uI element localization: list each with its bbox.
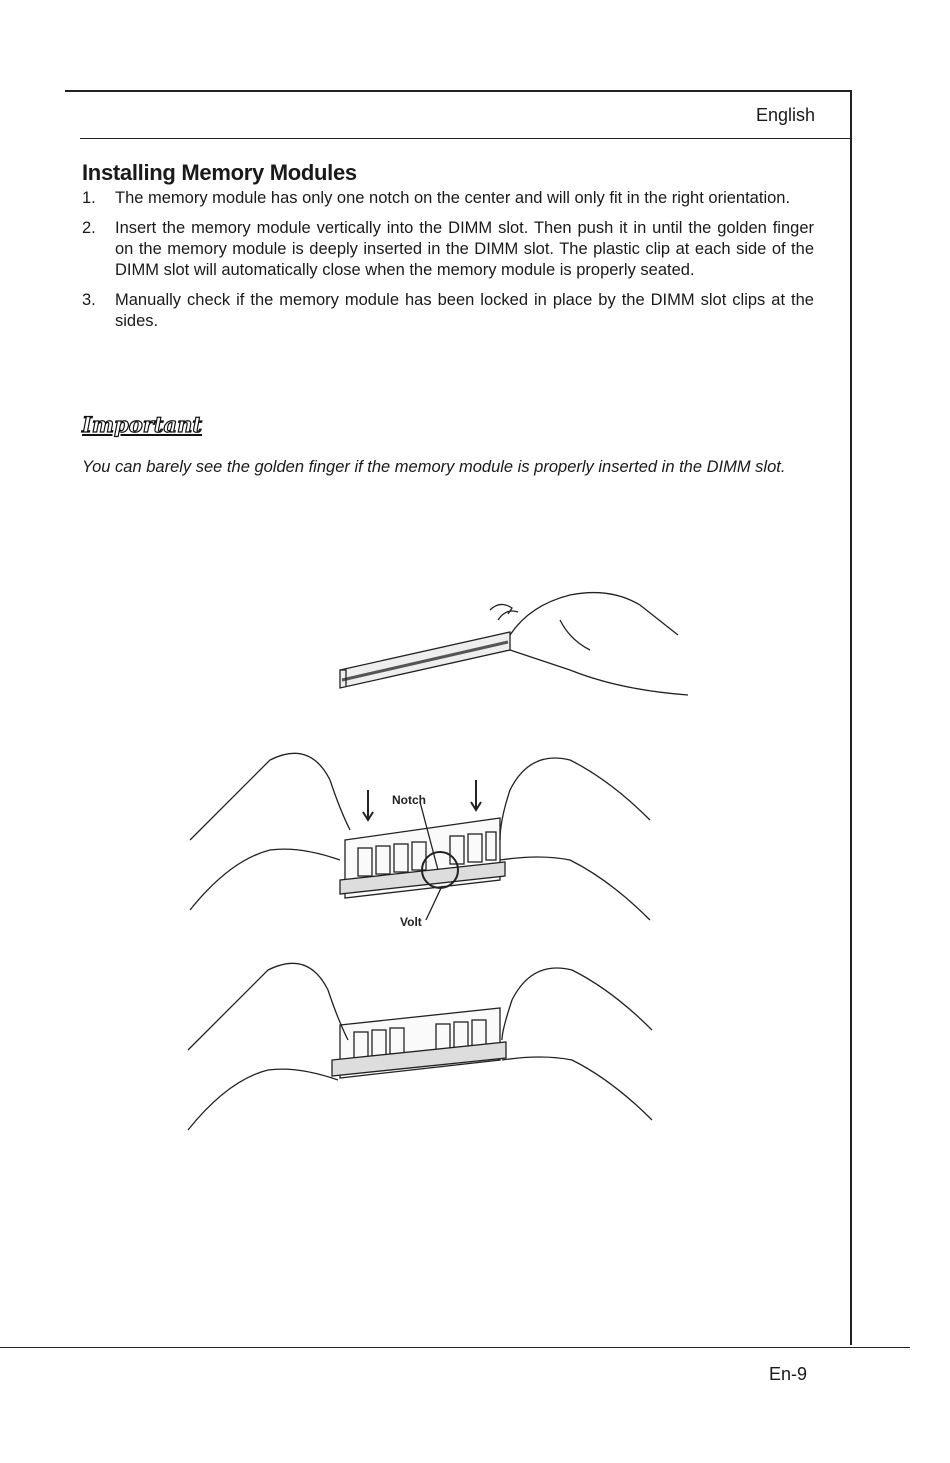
steps-list	[82, 188, 814, 341]
notch-label: Notch	[392, 793, 426, 807]
top-rule	[65, 90, 850, 92]
step-text: The memory module has only one notch on the center and will only fit in the right orientation.	[115, 189, 791, 207]
important-note: You can barely see the golden finger if the memory module is properly inserted in the DIMM slot.	[82, 458, 786, 476]
step-number: 2.	[82, 219, 96, 237]
important-label: Important	[82, 412, 203, 437]
seated-module-panel	[188, 963, 652, 1130]
page-number: En-9	[768, 1364, 807, 1384]
step-number: 3.	[82, 291, 96, 309]
volt-label: Volt	[400, 915, 422, 929]
header-rule	[80, 138, 850, 139]
step-text: Insert the memory module vertically into the DIMM slot. Then push it in until the golden finger on the memory module is deeply inserted in the DIMM slot. The plastic clip at each side of the DIMM slot will automatically close when the memory module is properly seated.	[115, 219, 814, 279]
step-item	[82, 188, 814, 209]
step-text: Manually check if the memory module has been locked in place by the DIMM slot clips at the sides.	[115, 291, 814, 330]
step-item	[82, 218, 814, 281]
open-clip-panel	[340, 593, 688, 695]
step-number: 1.	[82, 189, 96, 207]
installation-illustration	[180, 580, 700, 1140]
header-language: English	[755, 105, 815, 125]
footer-rule	[0, 1347, 910, 1348]
right-vertical-rule	[850, 90, 852, 1345]
memory-installation-figure	[180, 580, 700, 1140]
insert-module-panel	[190, 753, 650, 929]
step-item	[82, 290, 814, 332]
section-title: Installing Memory Modules	[82, 160, 357, 185]
